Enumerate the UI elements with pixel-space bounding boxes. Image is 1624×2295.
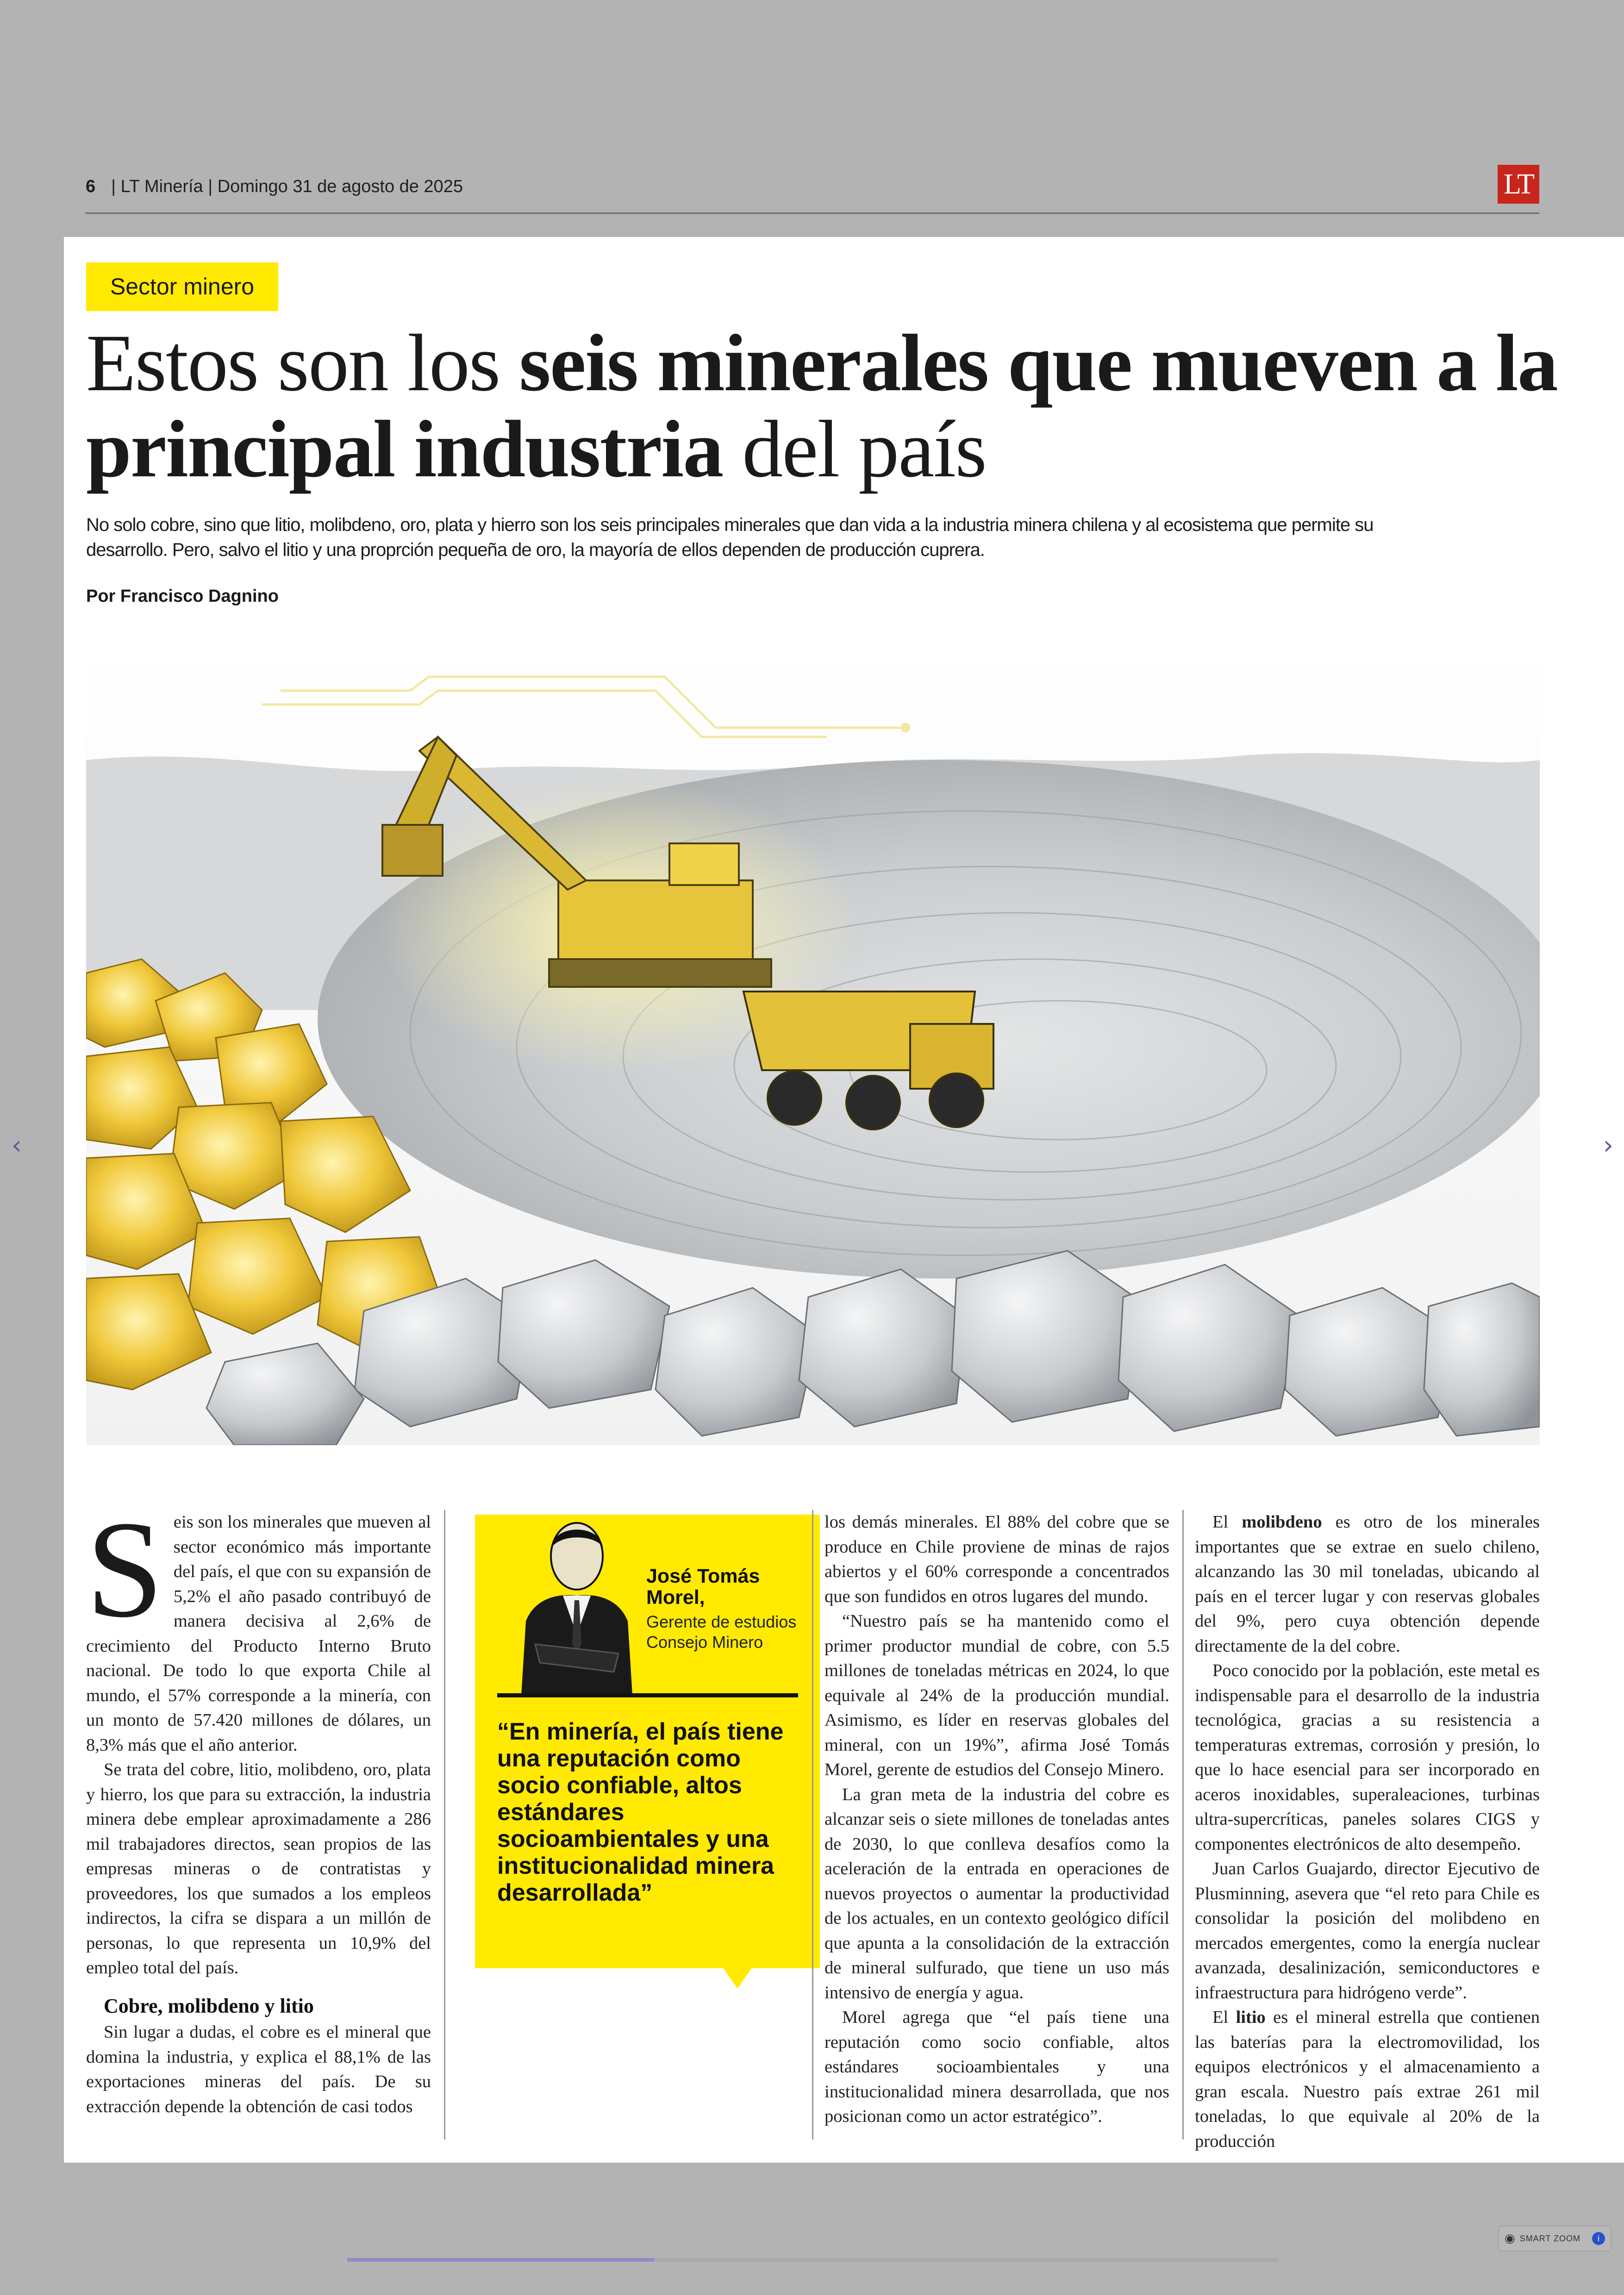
quote-person-role: Gerente de estudios Consejo Minero	[646, 1612, 797, 1652]
column-rule	[1182, 1510, 1184, 2139]
pull-quote-box	[475, 1515, 820, 1968]
page-number: 6	[86, 177, 96, 196]
paragraph: Poco conocido por la población, este metal es indispensable para el desarrollo de la industria tecnológica, gracias a su resistencia a temperaturas extremas, corrosión y presión, lo que lo hace esencial para ser incorporado en aceros inoxidables, superaleaciones, turbinas ultra-supercríticas, paneles solares CIGS y componentes electrónicos de alto desempeño.	[1195, 1661, 1540, 1854]
mining-illustration-svg	[86, 640, 1540, 1445]
quote-divider	[497, 1693, 798, 1697]
eye-icon: ◉	[1505, 2232, 1515, 2245]
quote-person-name: José Tomás Morel,	[646, 1565, 760, 1609]
text-run: es el mineral estrella que contienen las baterías para la electromovilidad, los equipos electrónicos y el almacenamiento a gran escala. Nuestro país extrae 261 mil toneladas, lo que equivale al 20% de la producción	[1195, 2008, 1540, 2151]
headline-light-2: del país	[723, 404, 986, 494]
paragraph: Se trata del cobre, litio, molibdeno, oro, plata y hierro, los que para su extracción, la industria minera debe emplear aproximadamente a 286 mil trabajadores directos, sean propios de las empresas mineras o de contratistas y proveedores, los que sumados a los empleos indirectos, la cifra se dispara a un millón de personas, lo que representa un 10,9% del empleo total del país.	[86, 1760, 431, 1977]
info-badge: i	[1592, 2232, 1605, 2245]
mining-illustration	[86, 640, 1540, 1445]
subhead: Cobre, molibdeno y litio	[104, 1994, 314, 2017]
page-header	[86, 168, 1539, 214]
drop-cap: S	[86, 1492, 163, 1646]
headline	[86, 320, 1558, 493]
quote-pointer	[723, 1967, 752, 1989]
text-bold: litio	[1236, 2008, 1266, 2027]
column-rule	[812, 1510, 813, 2139]
paragraph: “Nuestro país se ha mantenido como el primer productor mundial de cobre, con 5.5 millones de toneladas métricas en 2024, lo que equivale al 24% de la producción mundial. Asimismo, es líder en reservas globales del mineral, con un 19%”, afirma José Tomás Morel, gerente de estudios del Consejo Minero.	[824, 1611, 1169, 1779]
byline: Por Francisco Dagnino	[86, 586, 279, 606]
chevron-right-icon[interactable]: ›	[1603, 1130, 1614, 1160]
column-rule	[444, 1510, 445, 2139]
smart-zoom-button[interactable]	[1498, 2226, 1612, 2251]
column-1	[86, 1492, 431, 2119]
page-progress-fill	[347, 2258, 654, 2262]
column-4	[1195, 1510, 1540, 2154]
section-date: | LT Minería | Domingo 31 de agosto de 2025	[111, 177, 463, 196]
portrait-illustration	[507, 1515, 646, 1695]
smart-zoom-label: SMART ZOOM	[1519, 2233, 1581, 2243]
column-3	[824, 1510, 1169, 2129]
newspaper-page	[64, 237, 1624, 2163]
text-bold: molibdeno	[1242, 1512, 1322, 1532]
headline-bold: seis minerales que mueven a la principal industria	[86, 318, 1557, 494]
paragraph	[1195, 2005, 1540, 2154]
text-run: es otro de los minerales importantes que se extrae en suelo chileno, alcanzando las 30 mil toneladas, ubicando al país en el tercer lugar y con reservas globales del 9%, pero cuya obtención depende directamente de la del cobre.	[1195, 1512, 1540, 1656]
text-run: El	[1212, 2008, 1236, 2027]
pull-quote-text: “En minería, el país tiene una reputación como socio confiable, altos estándares socioambientales y una institucionalidad minera desarrollada”	[497, 1718, 784, 1906]
paragraph-text: eis son los minerales que mueven al sector económico más importante del país, el que con su expansión de 5,2% el año pasado contribuyó de manera decisiva al 2,6% de crecimiento del Producto Interno Bruto nacional. De todo lo que exporta Chile al mundo, el 57% corresponde a la minería, con un monto de 57.420 millones de dólares, un 8,3% más que el año anterior.	[86, 1512, 431, 1755]
lt-logo: LT	[1498, 165, 1539, 204]
header-text	[86, 177, 463, 197]
chevron-left-icon[interactable]: ‹	[11, 1130, 22, 1160]
headline-light-1: Estos son los	[86, 318, 519, 408]
section-tag: Sector minero	[86, 262, 278, 311]
paragraph: Morel agrega que “el país tiene una reputación como socio confiable, altos estándares socioambientales y una institucionalidad minera desarrollada, que nos posicionan como un actor estratégico”.	[824, 2008, 1169, 2126]
paragraph: Sin lugar a dudas, el cobre es el mineral que domina la industria, y explica el 88,1% de las exportaciones mineras del país. De su extracción depende la obtención de casi todos	[86, 2022, 431, 2116]
article-deck: No solo cobre, sino que litio, molibdeno, oro, plata y hierro son los seis principales minerales que dan vida a la industria minera chilena y al ecosistema que permite su desarrollo. Pero, salvo el litio y una proprción pequeña de oro, la mayoría de ellos dependen de producción cuprera.	[86, 515, 1374, 560]
paragraph: los demás minerales. El 88% del cobre que se produce en Chile proviene de minas de rajos abiertos y el 60% corresponde a concentrados que son fundidos en otros lugares del mundo.	[824, 1512, 1169, 1606]
paragraph	[86, 1492, 431, 1758]
paragraph: Juan Carlos Guajardo, director Ejecutivo de Plusminning, asevera que “el reto para Chile es consolidar la posición del molibdeno en mercados emergentes, como la energía nuclear avanzada, desalinización, semiconductores e infraestructura para hidrógeno verde”.	[1195, 1859, 1540, 2002]
article-body	[86, 1492, 1540, 2151]
text-run: El	[1212, 1512, 1242, 1532]
paragraph	[1195, 1510, 1540, 1659]
paragraph: La gran meta de la industria del cobre es alcanzar seis o siete millones de toneladas antes de 2030, lo que conlleva desafíos como la aceleración de la entrada en operaciones de nuevos proyectos o aumentar la productividad de los actuales, en un contexto geológico difícil que apunta a la consolidación de la extracción de mineral sulfurado, que tiene un uso más intensivo de energía y agua.	[824, 1784, 1169, 2002]
page-progress-bar[interactable]	[347, 2258, 1278, 2262]
